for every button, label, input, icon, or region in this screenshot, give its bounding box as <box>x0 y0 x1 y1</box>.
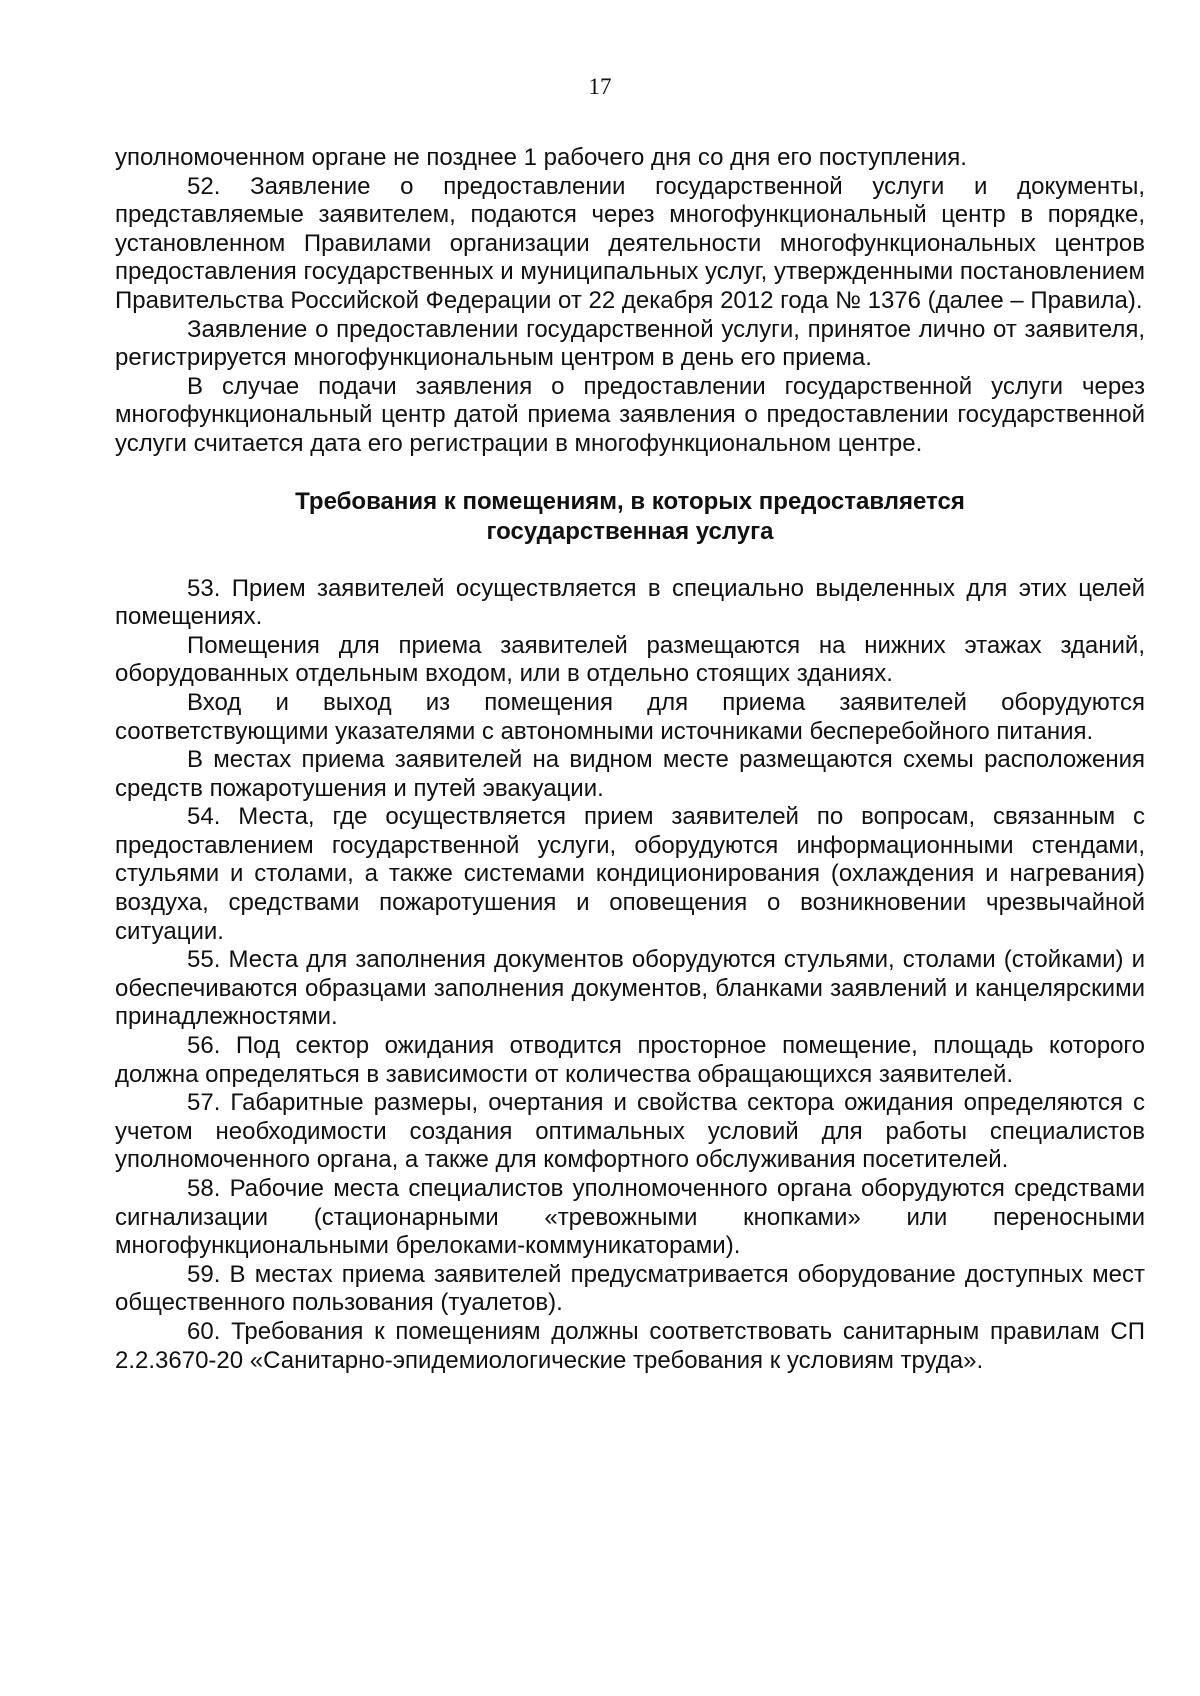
section-spacer <box>115 459 1145 487</box>
paragraph-53: 53. Прием заявителей осуществляется в специально выделенных для этих целей помещениях. <box>115 574 1145 631</box>
paragraph-receipt-date: В случае подачи заявления о предоставлении государственной услуги через многофункциональный центр датой приема заявления о предоставлении государственной услуги считается дата его регистрации в многофункциональном центре. <box>115 372 1145 457</box>
paragraph-premises-location: Помещения для приема заявителей размещаются на нижних этажах зданий, оборудованных отдельным входом, или в отдельно стоящих зданиях. <box>115 631 1145 688</box>
paragraph-56: 56. Под сектор ожидания отводится просторное помещение, площадь которого должна определяться в зависимости от количества обращающихся заявителей. <box>115 1032 1145 1088</box>
paragraph-evacuation-schemes: В местах приема заявителей на видном месте размещаются схемы расположения средств пожаротушения и путей эвакуации. <box>115 746 1145 802</box>
paragraph-continuation: уполномоченном органе не позднее 1 рабочего дня со дня его поступления. <box>115 144 967 171</box>
page-number: 17 <box>588 74 612 99</box>
paragraph-57: 57. Габаритные размеры, очертания и свойства сектора ожидания определяются с учетом необходимости создания оптимальных условий для работы специалистов уполномоченного органа, а также для комфортного обслуживания посетителей. <box>115 1089 1145 1174</box>
section-heading-line-1: Требования к помещениям, в которых предоставляется <box>295 487 965 515</box>
paragraph-55: 55. Места для заполнения документов оборудуются стульями, столами (стойками) и обеспечиваются образцами заполнения документов, бланками заявлений и канцелярскими принадлежностями. <box>115 946 1145 1031</box>
paragraph-58: 58. Рабочие места специалистов уполномоченного органа оборудуются средствами сигнализации (стационарными «тревожными кнопками» или переносными многофункциональными брелоками-коммуникаторами). <box>115 1175 1145 1260</box>
paragraph-60: 60. Требования к помещениям должны соответствовать санитарным правилам СП 2.2.3670-20 «Санитарно-эпидемиологические требования к условиям труда». <box>115 1317 1145 1374</box>
paragraph-52: 52. Заявление о предоставлении государственной услуги и документы, представляемые заявителем, подаются через многофункциональный центр в порядке, установленном Правилами организации деятельности многофункциональных центров предоставления государственных и муниципальных услуг, утвержденными постановлением Правительства Российской Федерации от 22 декабря 2012 года № 1376 (далее – Правила). <box>115 172 1145 314</box>
paragraph-entrance-exit: Вход и выход из помещения для приема заявителей оборудуются соответствующими указателями с автономными источниками бесперебойного питания. <box>115 688 1145 745</box>
paragraph-registration: Заявление о предоставлении государственной услуги, принятое лично от заявителя, регистрируется многофункциональным центром в день его приема. <box>115 315 1145 372</box>
section-spacer <box>115 547 1145 575</box>
paragraph-54: 54. Места, где осуществляется прием заявителей по вопросам, связанным с предоставлением государственной услуги, оборудуются информационными стендами, стульями и столами, а также системами кондиционирования (охлаждения и нагревания) воздуха, средствами пожаротушения и оповещения о возникновении чрезвычайной ситуации. <box>115 803 1145 945</box>
document-body <box>115 144 1145 1375</box>
section-heading-line-2: государственная услуга <box>486 517 774 545</box>
paragraph-59: 59. В местах приема заявителей предусматривается оборудование доступных мест общественного пользования (туалетов). <box>115 1260 1145 1317</box>
